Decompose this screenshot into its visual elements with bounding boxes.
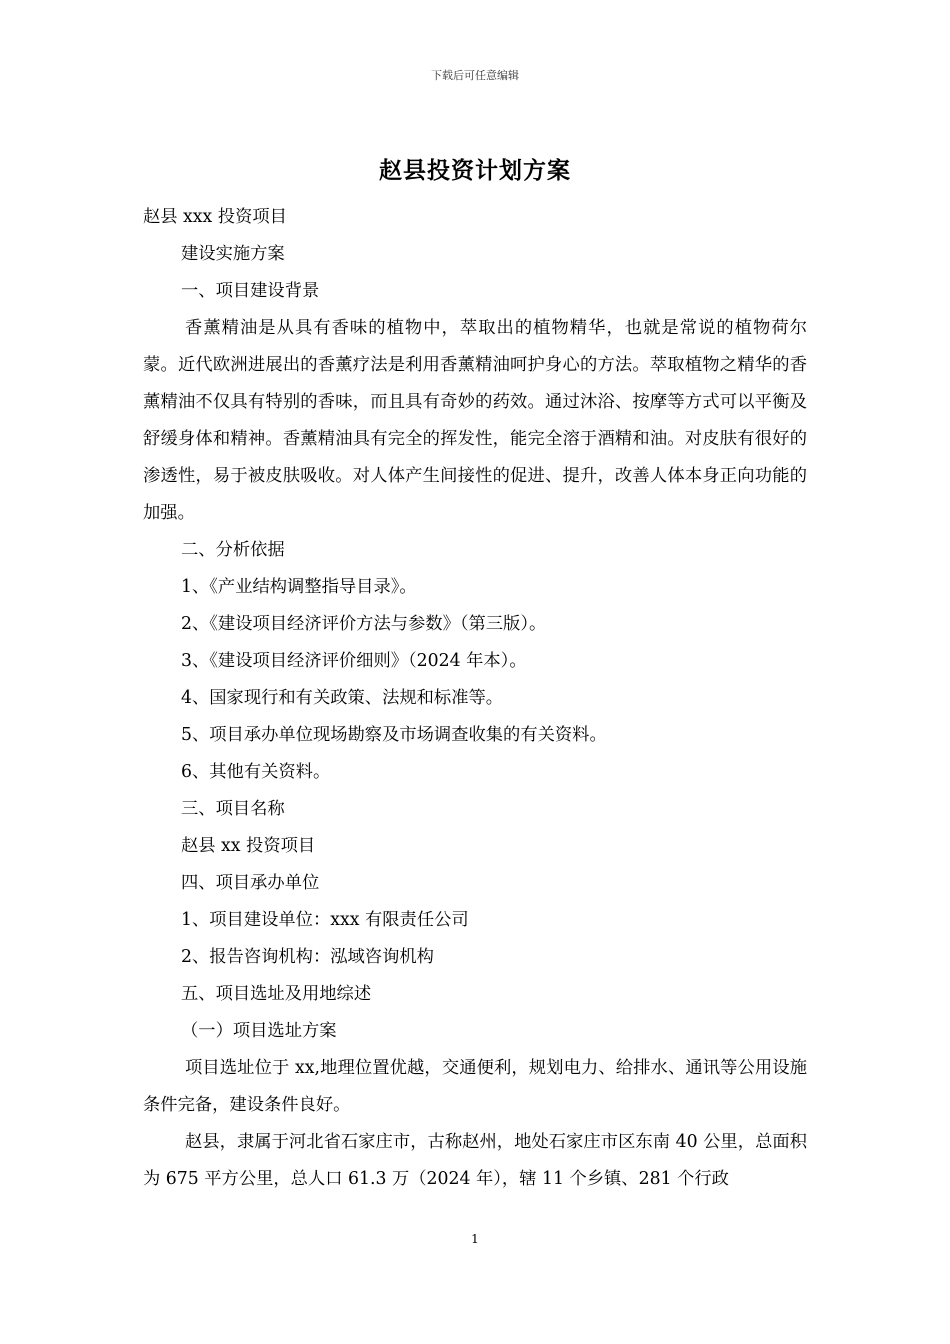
section-heading-3: 三、项目名称 bbox=[181, 799, 285, 819]
paragraph-site: 项目选址位于 xx,地理位置优越，交通便利，规划电力、给排水、通讯等公用设施条件完备，建设条件良好。 bbox=[143, 1058, 807, 1115]
subsection-heading: （一）项目选址方案 bbox=[181, 1021, 337, 1041]
paragraph-county: 赵县，隶属于河北省石家庄市，古称赵州，地处石家庄市区东南 40 公里，总面积为 675 平方公里，总人口 61.3 万（2024 年），辖 11 个乡镇、281 个行政 bbox=[143, 1132, 807, 1189]
page-header: 下载后可任意编辑 bbox=[431, 69, 519, 82]
section-heading-5: 五、项目选址及用地综述 bbox=[181, 984, 372, 1004]
list-item: 1、《产业结构调整指导目录》。 bbox=[181, 577, 417, 597]
list-item: 2、报告咨询机构：泓域咨询机构 bbox=[181, 947, 434, 967]
list-item: 4、国家现行和有关政策、法规和标准等。 bbox=[181, 688, 504, 708]
document-body bbox=[143, 199, 807, 1198]
section-heading-4: 四、项目承办单位 bbox=[181, 873, 320, 893]
list-item: 3、《建设项目经济评价细则》（2024 年本）。 bbox=[181, 651, 527, 671]
document-title: 赵县投资计划方案 bbox=[379, 158, 571, 184]
plan-line: 建设实施方案 bbox=[181, 244, 285, 264]
list-item: 2、《建设项目经济评价方法与参数》（第三版）。 bbox=[181, 614, 547, 634]
list-item: 5、项目承办单位现场勘察及市场调查收集的有关资料。 bbox=[181, 725, 607, 745]
list-item: 6、其他有关资料。 bbox=[181, 762, 331, 782]
section-heading-2: 二、分析依据 bbox=[181, 540, 285, 560]
paragraph-background: 香薰精油是从具有香味的植物中，萃取出的植物精华，也就是常说的植物荷尔蒙。近代欧洲进展出的香薰疗法是利用香薰精油呵护身心的方法。萃取植物之精华的香薰精油不仅具有特别的香味，而且具有奇妙的药效。通过沐浴、按摩等方式可以平衡及舒缓身体和精神。香薰精油具有完全的挥发性，能完全溶于酒精和油。对皮肤有很好的渗透性，易于被皮肤吸收。对人体产生间接性的促进、提升，改善人体本身正向功能的加强。 bbox=[143, 318, 807, 523]
list-item: 1、项目建设单位：xxx 有限责任公司 bbox=[181, 910, 469, 930]
page-number: 1 bbox=[471, 1232, 479, 1246]
project-line: 赵县 xxx 投资项目 bbox=[143, 207, 287, 227]
project-name: 赵县 xx 投资项目 bbox=[181, 836, 316, 856]
section-heading-1: 一、项目建设背景 bbox=[181, 281, 320, 301]
